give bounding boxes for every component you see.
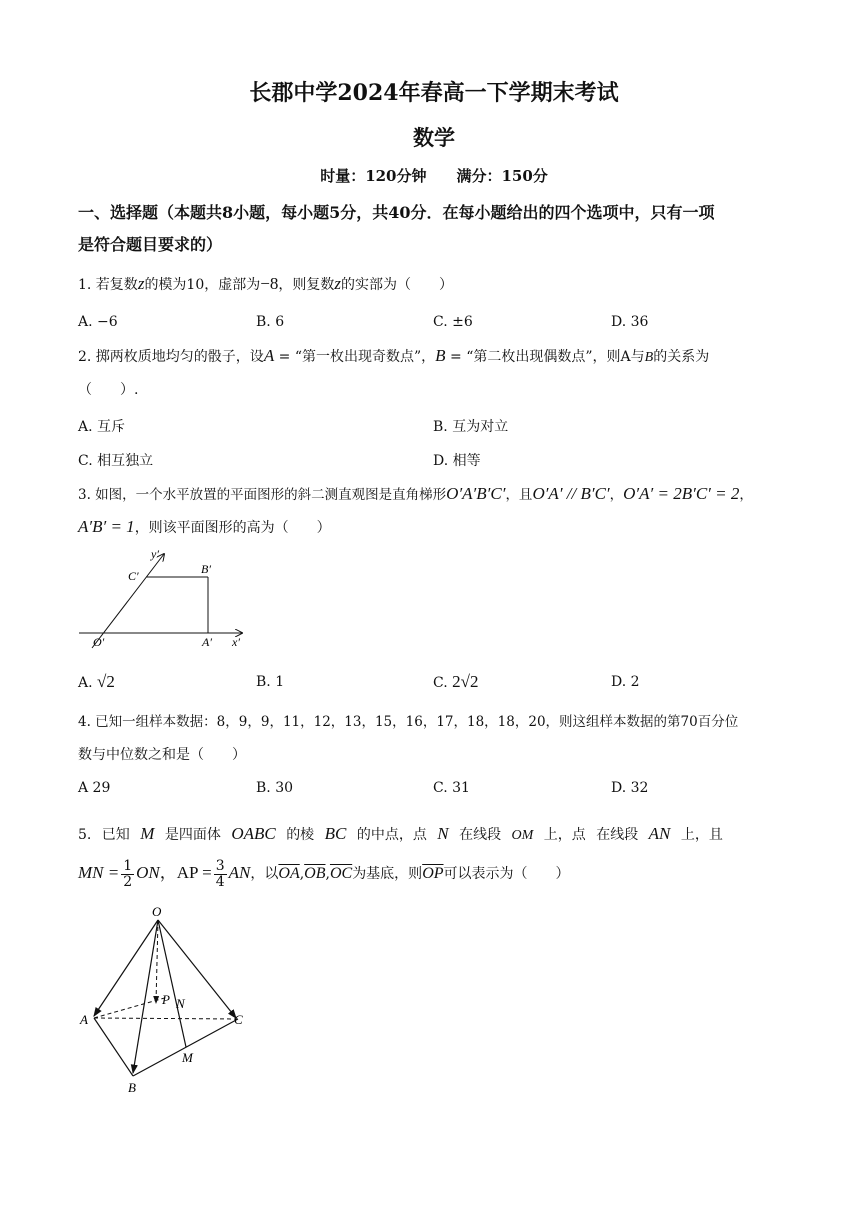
question-4: 4. 已知一组样本数据：8，9，9，11，12，13，15，16，17，18，18，20，则这组样本数据的第70百分位 bbox=[78, 714, 739, 730]
q2-option-b: B. 互为对立 bbox=[433, 419, 509, 435]
q2-option-a: A. 互斥 bbox=[78, 419, 126, 435]
question-5-line2: MN = $\frac{1}{2}$ ON，AP = $\frac{3}{4}$ AN，以$\overline{OA},\overline{OB},\overline{OC}$为基底，则$\overline{OP}$可以表示为（ ） bbox=[78, 857, 570, 890]
q3-trapezoid-figure bbox=[76, 544, 256, 654]
question-3-line2: A′B′ = 1，则该平面图形的高为（ ） bbox=[78, 517, 331, 536]
label-p: P bbox=[162, 992, 170, 1007]
q4-option-a: A 29 bbox=[78, 780, 111, 796]
q2-option-c: C. 相互独立 bbox=[78, 453, 154, 469]
q4-option-b: B. 30 bbox=[256, 780, 294, 796]
label-y-prime: y′ bbox=[151, 547, 159, 561]
section-heading-line2: 是符合题目要求的） bbox=[78, 235, 223, 254]
label-a: A bbox=[80, 1012, 88, 1027]
question-2-line2: （ ）. bbox=[78, 382, 139, 398]
q1-option-a: A. −6 bbox=[78, 314, 118, 330]
label-n: N bbox=[176, 996, 185, 1011]
q3-option-a: A. √2 bbox=[78, 672, 115, 691]
segment-om bbox=[158, 920, 186, 1047]
q3-option-d: D. 2 bbox=[611, 674, 640, 690]
section-heading-line1: 一、选择题（本题共8小题，每小题5分，共40分．在每小题给出的四个选项中，只有一项 bbox=[78, 203, 715, 222]
edge-ab bbox=[94, 1018, 133, 1076]
exam-title: 长郡中学2024年春高一下学期末考试 bbox=[249, 80, 619, 106]
q3-option-c: C. 2√2 bbox=[433, 672, 479, 691]
edge-ac-hidden bbox=[94, 1018, 238, 1019]
edge-bc bbox=[133, 1019, 238, 1076]
label-o-prime: O′ bbox=[93, 635, 105, 649]
question-4-line2: 数与中位数之和是（ ） bbox=[78, 747, 246, 763]
exam-subject: 数学 bbox=[413, 125, 455, 150]
exam-time-info: 时量：120分钟 满分：150分 bbox=[320, 167, 548, 185]
q4-option-d: D. 32 bbox=[611, 780, 649, 796]
label-o: O bbox=[152, 904, 162, 919]
question-5: 5. 已知 M 是四面体 OABC 的棱 BC 的中点，点 N 在线段 OM 上，点 在线段 AN 上，且 bbox=[78, 824, 723, 843]
q5-tetrahedron-figure bbox=[76, 900, 256, 1100]
label-b: B bbox=[128, 1080, 136, 1095]
q4-option-c: C. 31 bbox=[433, 780, 470, 796]
vector-ob bbox=[133, 920, 158, 1073]
label-c: C bbox=[234, 1012, 243, 1027]
question-2: 2. 掷两枚质地均匀的骰子，设A = “第一枚出现奇数点”，B = “第二枚出现偶数点”，则A与B的关系为 bbox=[78, 346, 710, 365]
q2-option-d: D. 相等 bbox=[433, 453, 481, 469]
q1-option-b: B. 6 bbox=[256, 314, 285, 330]
label-m: M bbox=[182, 1050, 193, 1065]
vector-oa bbox=[94, 920, 158, 1016]
label-c-prime: C′ bbox=[128, 569, 139, 583]
question-3: 3. 如图，一个水平放置的平面图形的斜二测直观图是直角梯形O′A′B′C′，且O′A′ // B′C′，O′A′ = 2B′C′ = 2， bbox=[78, 484, 753, 503]
label-a-prime: A′ bbox=[202, 635, 212, 649]
q1-option-c: C. ±6 bbox=[433, 314, 473, 330]
question-1: 1. 若复数z的模为10，虚部为−8，则复数z的实部为（ ） bbox=[78, 274, 453, 293]
label-x-prime: x′ bbox=[232, 635, 240, 649]
q1-option-d: D. 36 bbox=[611, 314, 649, 330]
label-b-prime: B′ bbox=[201, 562, 211, 576]
q3-option-b: B. 1 bbox=[256, 674, 285, 690]
